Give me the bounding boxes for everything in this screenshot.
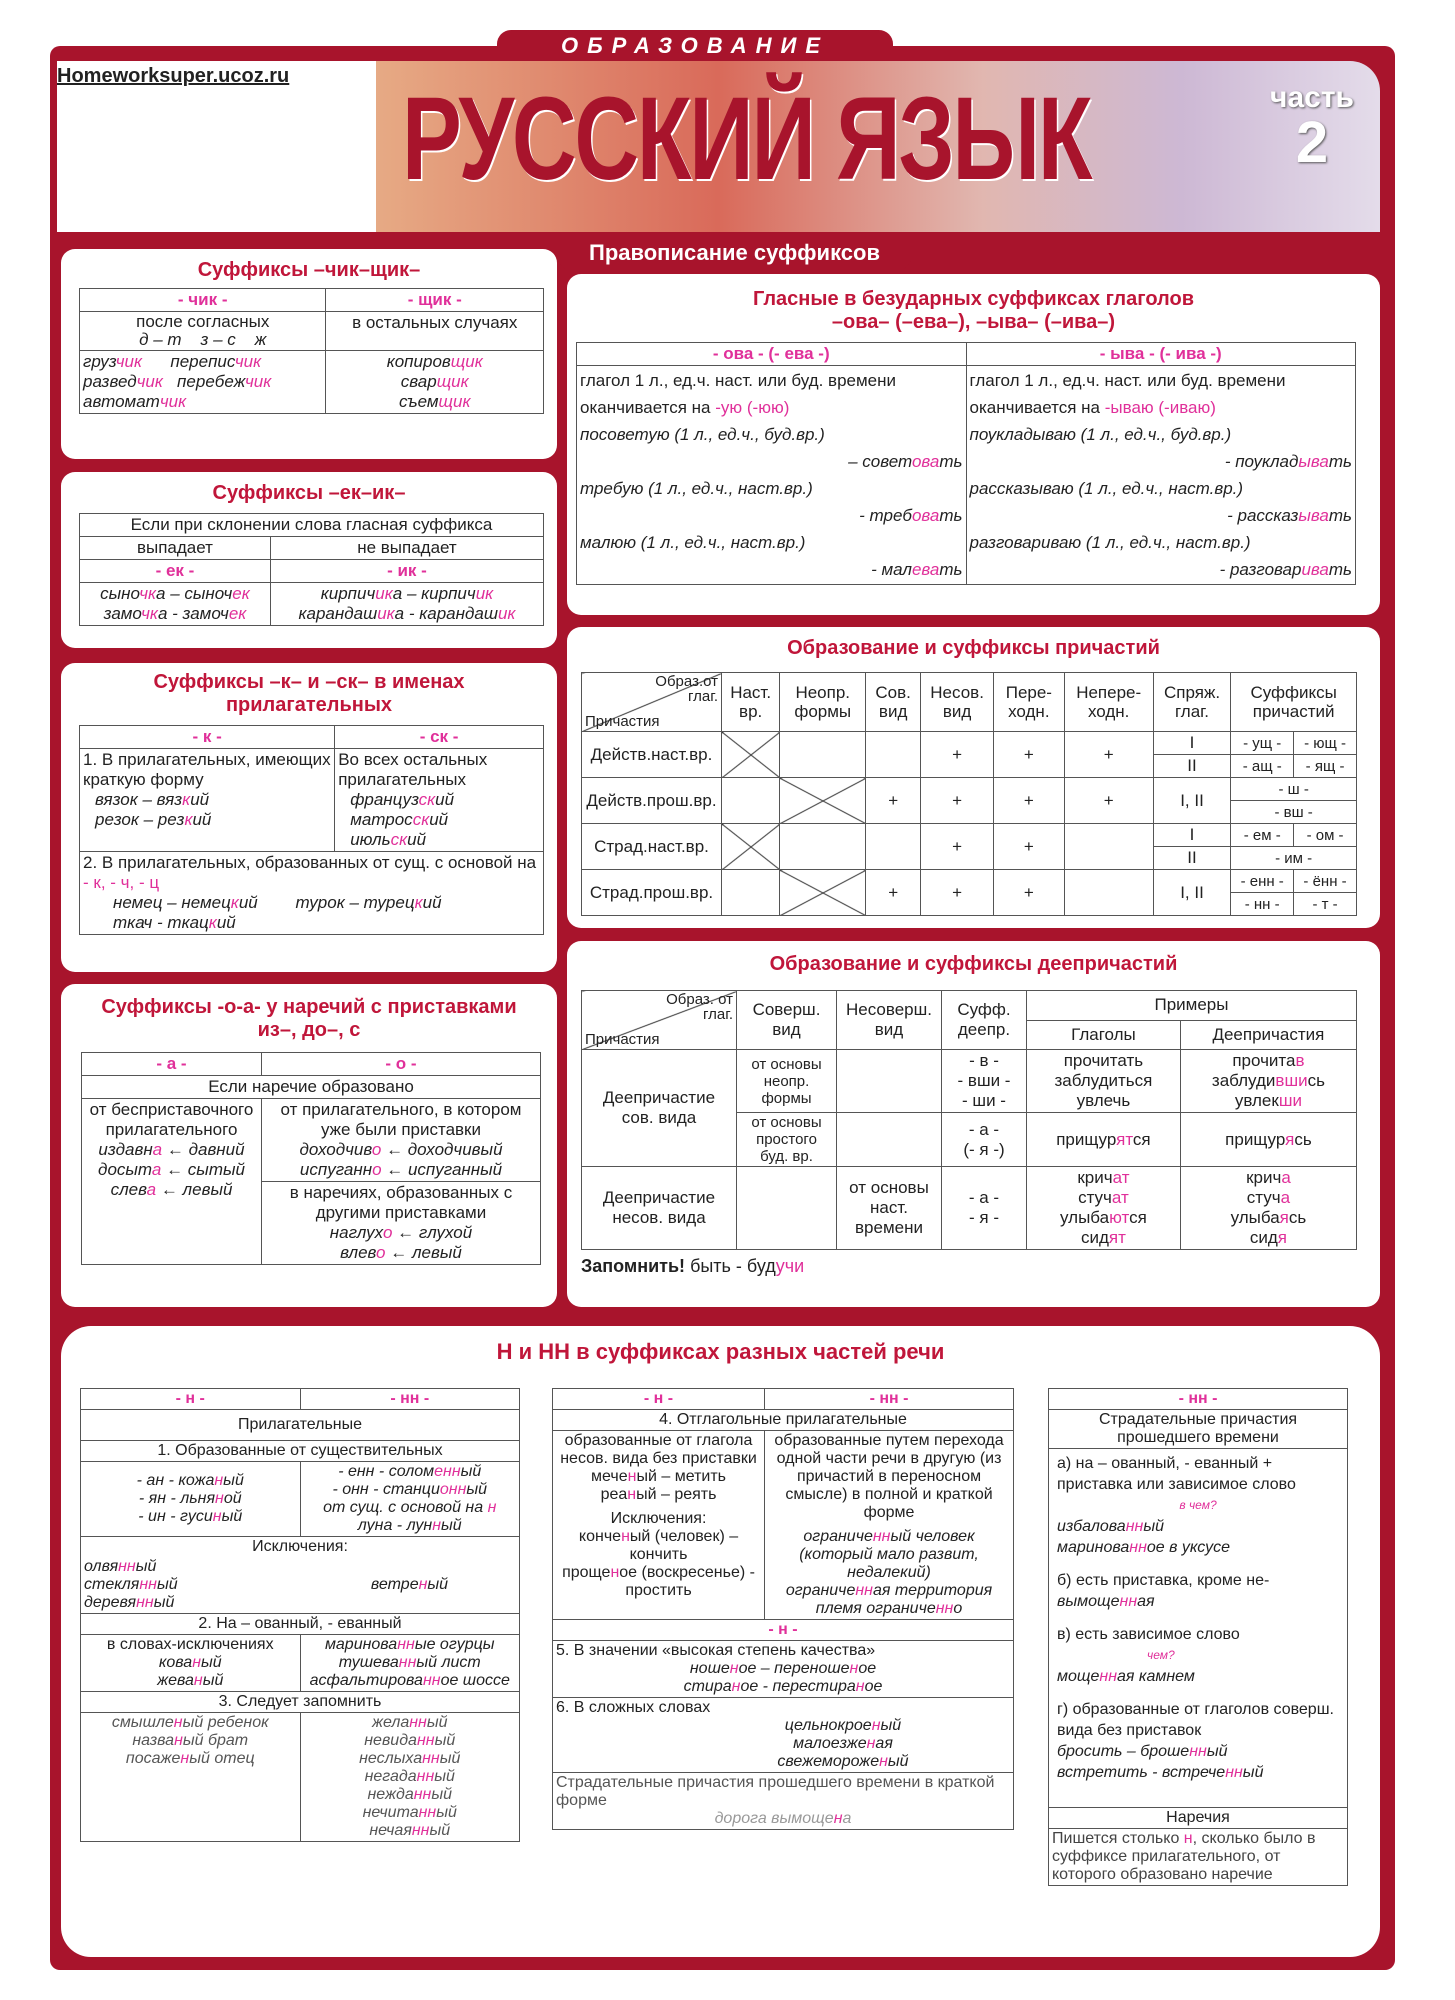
verbs: кричат стучат улыбаются сидят (1027, 1167, 1181, 1250)
participle-suffix: - вш - (1231, 801, 1357, 824)
participle-suffix: - ющ - (1294, 732, 1357, 755)
header-nn: - нн - (1049, 1389, 1348, 1410)
participle-suffix: - ящ - (1294, 755, 1357, 778)
header-ova: - ова - (- ева -) (577, 343, 967, 366)
examples: кирпичика – кирпичик карандашика - карандашик (270, 583, 543, 626)
empty-cell (780, 824, 866, 870)
infinitive: - требовать (859, 506, 963, 525)
part-label: часть (1270, 81, 1354, 114)
row-imperfective: Деепричастие несов. вида (582, 1167, 737, 1250)
plus-mark: + (1064, 778, 1153, 824)
crossed-cell (722, 824, 780, 870)
verb-form: малюю (1 л., ед.ч., наст.вр.) (580, 533, 806, 552)
header-n: - н - (553, 1620, 1014, 1641)
plus-mark: + (866, 778, 921, 824)
part-badge (1252, 81, 1372, 175)
section-heading: Страдательные причастия прошедшего времени в краткой форме (556, 1774, 995, 1809)
examples: наглухо ← глухой влево ← левый (329, 1223, 473, 1262)
participle-suffix: - ом - (1294, 824, 1357, 847)
publisher-label: ОБРАЗОВАНИЕ (497, 30, 893, 62)
col-perfective: Соверш. вид (737, 991, 837, 1050)
plus-mark: + (921, 778, 994, 824)
condition: Если при склонении слова гласная суффикса (80, 514, 544, 537)
col-verbs: Глаголы (1027, 1020, 1181, 1050)
rule-text: образованные путем перехода одной части речи в другую (из причастий в переносном смысле) в полной и краткой форме (774, 1432, 1004, 1521)
ek-table (79, 513, 544, 626)
nn-table-participles (1048, 1388, 1348, 1886)
section-heading: 2. На – ованный, - еванный (81, 1614, 520, 1635)
section-heading: 6. В сложных словах (556, 1699, 711, 1716)
rule-text: 1. В прилагательных, имеющих краткую форму (83, 750, 331, 789)
row-label: Действ.прош.вр. (582, 778, 722, 824)
verb-form: рассказываю (1 л., ед.ч., наст.вр.) (969, 479, 1244, 498)
header-a: - а - (82, 1053, 262, 1076)
examples: - енн - соломенный - онн - станционный от сущ. с основой на н луна - лунный (300, 1462, 520, 1537)
remember-label: Запомнить! (581, 1256, 686, 1276)
examples: издавна ← давний досыта ← сытый слева ← левый (98, 1140, 245, 1199)
examples: вымощенная (1057, 1593, 1155, 1610)
plus-mark: + (921, 870, 994, 916)
chik-table (79, 288, 544, 414)
conjugation: I, II (1153, 778, 1231, 824)
section-heading: 1. Образованные от существительных (81, 1441, 520, 1462)
examples: цельнокроеный малоезженая свежемороженый (777, 1717, 909, 1770)
empty-cell (722, 778, 780, 824)
suffixes: - а - (- я -) (942, 1113, 1027, 1167)
header-chik: - чик - (80, 289, 326, 312)
basis: от основы неопр. формы (737, 1050, 837, 1113)
rule-text: Во всех остальных прилагательных (338, 750, 488, 789)
col-examples: Примеры (1027, 991, 1357, 1021)
panel-subtitle: –ова– (–ева–), –ыва– (–ива–) (831, 311, 1116, 333)
col-gerunds: Деепричастия (1180, 1020, 1356, 1050)
conjugation: II (1153, 847, 1231, 870)
verb-examples (970, 421, 1353, 583)
header-sk: - ск - (335, 726, 544, 749)
verbs: прищурятся (1027, 1113, 1181, 1167)
header-yva: - ыва - (- ива -) (966, 343, 1356, 366)
part-number: 2 (1295, 110, 1329, 175)
panel-title: Образование и суффиксы причастий (787, 637, 1160, 659)
panel-title: Суффиксы –чик–щик– (197, 259, 421, 281)
nn-table-adjectives (80, 1388, 520, 1842)
case-drops: выпадает (80, 537, 271, 560)
column-header: Суффиксы причастий (1231, 673, 1357, 732)
header-n: - н - (553, 1389, 765, 1410)
watermark (57, 61, 376, 232)
plus-mark: + (994, 824, 1064, 870)
gerunds: прочитав заблудившись увлекши (1180, 1050, 1356, 1113)
empty-cell (1064, 824, 1153, 870)
adverbs-table (81, 1052, 541, 1265)
empty-cell (866, 732, 921, 778)
rule-d: г) образованные от глаголов соверш. вида без приставок (1057, 1701, 1334, 1739)
examples: олвянный стеклянный деревянный (81, 1557, 301, 1614)
crossed-cell (780, 778, 866, 824)
column-header: Непере- ходн. (1064, 673, 1153, 732)
gerunds-table (581, 990, 1357, 1250)
examples: смышленый ребенок названый брат посаженый отец (81, 1713, 301, 1842)
rule-letters: д – т з – с ж (139, 330, 267, 349)
participle-suffix: - ённ - (1294, 870, 1357, 893)
column-header: Несов. вид (921, 673, 994, 732)
examples: кованый жеваный (157, 1654, 224, 1689)
exceptions: Исключения: конченый (человек) – кончить прощеное (воскресенье) - простить (562, 1510, 755, 1599)
suffixes: - а - - я - (942, 1167, 1027, 1250)
panel-n-nn (61, 1326, 1380, 1957)
k-sk-table (79, 725, 544, 935)
column-header: Неопр. формы (780, 673, 866, 732)
examples: маринованные огурцы тушеванный лист асфальтированное шоссе (300, 1635, 520, 1692)
suffixes: - в - - вши - - ши - (942, 1050, 1027, 1113)
panel-verb-suffixes (567, 274, 1380, 615)
rule-text: в наречиях, образованных с другими приставками (289, 1183, 513, 1222)
verb-form: требую (1 л., ед.ч., наст.вр.) (580, 479, 813, 498)
basis: от основы простого буд. вр. (737, 1113, 837, 1167)
infinitive: - рассказывать (1227, 506, 1352, 525)
header-ik: - ик - (270, 560, 543, 583)
examples: доходчиво ← доходчивый испуганно ← испуганный (299, 1140, 503, 1179)
basis: от основы наст. времени (837, 1167, 942, 1250)
panel-title: Суффиксы –к– и –ск– в именах прилагательных (153, 671, 465, 716)
examples: ветреный (300, 1557, 520, 1614)
header-shchik: - щик - (326, 289, 544, 312)
column-header: Наст. вр. (722, 673, 780, 732)
section-adverbs: Наречия (1049, 1808, 1348, 1829)
panel-title: Гласные в безударных суффиксах глаголов (753, 288, 1194, 310)
examples: сыночка – сыночек замочка - замочек (80, 583, 271, 626)
verb-form: посоветую (1 л., ед.ч., буд.вр.) (580, 425, 825, 444)
rule-text: от прилагательного, в котором уже были приставки (280, 1100, 522, 1139)
question-hint: в чем? (1179, 1498, 1217, 1512)
infinitive: - разговаривать (1219, 560, 1352, 579)
row-label: Страд.прош.вр. (582, 870, 722, 916)
examples: ограниченный человек (который мало развит, недалекий) ограниченная территория племя ограниченно (785, 1528, 993, 1617)
empty-cell (1064, 870, 1153, 916)
plus-mark: + (866, 870, 921, 916)
rule-text: глагол 1 л., ед.ч. наст. или буд. времени оканчивается на -ываю (-иваю) (969, 371, 1286, 417)
panel-ek (61, 472, 557, 648)
corner-bottom: Причастия (585, 713, 660, 730)
gerunds: прищурясь (1180, 1113, 1356, 1167)
participle-suffix: - ущ - (1231, 732, 1294, 755)
section-heading: Страдательные причастия прошедшего времени (1049, 1410, 1348, 1449)
corner-bottom: Причастия (585, 1031, 660, 1048)
examples: вязок – вязкий резок – резкий (95, 790, 212, 829)
plus-mark: + (994, 870, 1064, 916)
verb-examples (580, 421, 963, 583)
infinitive: - малевать (871, 560, 963, 579)
conjugation: I (1153, 824, 1231, 847)
verb-form: разговариваю (1 л., ед.ч., наст.вр.) (969, 533, 1251, 552)
corner-top: Образ. от глаг. (666, 991, 733, 1023)
column-header: Спряж. глаг. (1153, 673, 1231, 732)
plus-mark: + (994, 778, 1064, 824)
participle-suffix: - ем - (1231, 824, 1294, 847)
panel-title: Суффиксы –ек–ик– (212, 482, 406, 504)
verbs-table (576, 342, 1356, 585)
examples: - ан - кожаный - ян - льняной - ин - гусиный (81, 1462, 301, 1537)
conjugation: I, II (1153, 870, 1231, 916)
examples: немец – немецкий турок – турецкий ткач - ткацкий (113, 893, 442, 932)
plus-mark: + (1064, 732, 1153, 778)
participle-suffix: - нн - (1231, 893, 1294, 916)
rule-c: в) есть зависимое слово (1057, 1626, 1240, 1643)
panel-title: Н и НН в суффиксах разных частей речи (496, 1339, 945, 1364)
panel-k-sk (61, 663, 557, 972)
section-adjectives: Прилагательные (81, 1410, 520, 1441)
examples: ношеное – переношеное стираное - перестираное (683, 1660, 883, 1695)
plus-mark: + (921, 824, 994, 870)
question-hint: чем? (1147, 1648, 1175, 1662)
rule-text: после согласных (136, 312, 270, 331)
header-banner (57, 61, 1380, 232)
panel-title: Образование и суффиксы деепричастий (769, 953, 1178, 975)
examples: образованные от глагола несов. вида без приставки меченый – метить реаный – реять (560, 1432, 757, 1503)
column-header: Пере- ходн. (994, 673, 1064, 732)
participles-table (581, 672, 1357, 916)
crossed-cell (722, 732, 780, 778)
header-ek: - ек - (80, 560, 271, 583)
panel-participles (567, 627, 1380, 928)
examples: мощенная камнем (1057, 1668, 1195, 1685)
watermark-text[interactable]: Homeworksuper.ucoz.ru (57, 65, 290, 87)
corner-top: Образ.от глаг. (655, 673, 718, 705)
rule-text: глагол 1 л., ед.ч. наст. или буд. времени оканчивается на -ую (-юю) (580, 371, 897, 417)
page-title: РУССКИЙ ЯЗЫК (402, 73, 1091, 205)
row-perfective: Деепричастие сов. вида (582, 1050, 737, 1167)
verb-form: поукладываю (1 л., ед.ч., буд.вр.) (969, 425, 1232, 444)
empty-cell (722, 870, 780, 916)
verbs: прочитать заблудиться увлечь (1027, 1050, 1181, 1113)
infinitive: – советовать (848, 452, 963, 471)
header-n: - н - (81, 1389, 301, 1410)
corner-header (582, 673, 722, 732)
condition: Если наречие образовано (82, 1076, 541, 1099)
column-header: Сов. вид (866, 673, 921, 732)
examples: избалованный маринованное в уксусе (1057, 1518, 1231, 1556)
nn-table-verbal (552, 1388, 1014, 1830)
section-heading: 5. В значении «высокая степень качества» (556, 1642, 876, 1659)
col-suffix: Суфф. деепр. (942, 991, 1027, 1050)
empty-cell (780, 732, 866, 778)
panel-gerunds (567, 941, 1380, 1307)
examples: французский матросский июльский (350, 790, 455, 849)
section-heading: 3. Следует запомнить (81, 1692, 520, 1713)
examples: копировщик сварщик съемщик (326, 351, 544, 414)
conjugation: II (1153, 755, 1231, 778)
gerunds: крича стуча улыбаясь сидя (1180, 1167, 1356, 1250)
participle-suffix: - т - (1294, 893, 1357, 916)
panel-title: Суффиксы -о-а- у наречий с приставками из–, до–, с (101, 996, 517, 1041)
header-nn: - нн - (765, 1389, 1014, 1410)
rule-b: б) есть приставка, кроме не- (1057, 1572, 1270, 1589)
case-stays: не выпадает (270, 537, 543, 560)
rule-text: Пишется столько н, сколько было в суффиксе прилагательного, от которого образовано наречие (1049, 1829, 1348, 1886)
rule-a: а) на – ованный, - еванный + приставка или зависимое слово (1057, 1455, 1296, 1493)
header-o: - о - (262, 1053, 541, 1076)
plus-mark: + (994, 732, 1064, 778)
participle-suffix: - енн - (1231, 870, 1294, 893)
section-heading: 4. Отглагольные прилагательные (553, 1410, 1014, 1431)
row-label: Действ.наст.вр. (582, 732, 722, 778)
row-label: Страд.наст.вр. (582, 824, 722, 870)
plus-mark: + (921, 732, 994, 778)
crossed-cell (780, 870, 866, 916)
participle-suffix: - ащ - (1231, 755, 1294, 778)
conjugation: I (1153, 732, 1231, 755)
panel-chik (61, 249, 557, 459)
label: в словах-исключениях (106, 1636, 274, 1653)
infinitive: - поукладывать (1224, 452, 1352, 471)
rule-text: в остальных случаях (326, 312, 544, 351)
examples: желанный невиданный неслыханный негаданный нежданный нечитанный нечаянный (300, 1713, 520, 1842)
rule-text: 2. В прилагательных, образованных от сущ. с основой на - к, - ч, - ц (83, 853, 537, 892)
rule-text: от бесприставочного прилагательного (89, 1100, 254, 1139)
remember-text: быть - будучи (690, 1256, 805, 1276)
participle-suffix: - ш - (1231, 778, 1357, 801)
participle-suffix: - им - (1231, 847, 1357, 870)
remember-note (581, 1256, 1366, 1277)
examples: дорога вымощена (714, 1810, 852, 1827)
section-tab: Правописание суффиксов (557, 236, 912, 272)
examples: грузчик переписчик разведчик перебежчик автоматчик (80, 351, 326, 414)
exceptions-label: Исключения: (81, 1537, 520, 1558)
panel-adverbs (61, 984, 557, 1307)
examples: бросить – брошенный встретить - встреченный (1057, 1743, 1264, 1781)
header-nn: - нн - (300, 1389, 520, 1410)
col-imperfective: Несоверш. вид (837, 991, 942, 1050)
header-k: - к - (80, 726, 335, 749)
empty-cell (866, 824, 921, 870)
